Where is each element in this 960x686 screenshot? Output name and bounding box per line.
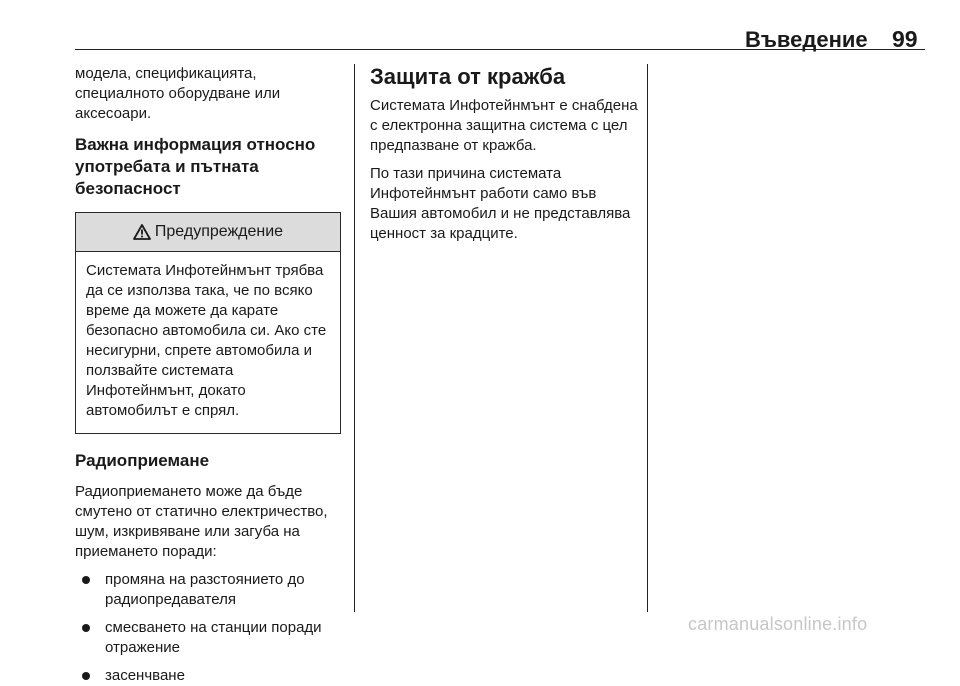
safety-subheading: Важна информация относно употребата и пътната безопасност <box>75 135 316 198</box>
page-number: 99 <box>892 26 918 52</box>
interference-causes-list <box>75 570 343 686</box>
column-divider-left <box>354 64 355 612</box>
warning-box <box>75 212 341 434</box>
column-divider-right <box>647 64 648 612</box>
page-header-title: Въведение <box>745 27 868 52</box>
theft-protection-paragraph-2: По тази причина системата Инфотейнмънт работи само във Вашия автомобил и не представлява ценност за крадците. <box>370 165 631 242</box>
list-item: промяна на разстоянието до радиопредавателя <box>75 570 343 610</box>
bullet-icon <box>82 672 90 680</box>
radio-reception-paragraph: Радиоприемането може да бъде смутено от статично електричество, шум, изкривяване или загуба на приемането поради: <box>75 483 328 560</box>
right-column <box>370 64 638 244</box>
bullet-icon <box>82 624 90 632</box>
warning-triangle-icon <box>133 224 151 240</box>
warning-text: Системата Инфотейнмънт трябва да се използва така, че по всяко време да можете да карате безопасно автомобила си. Ако сте несигурни, спрете автомобила и ползвайте системата Инфотейнмънт, докато автомобилът е спрял. <box>86 262 327 419</box>
intro-paragraph: модела, спецификацията, специалното оборудване или аксесоари. <box>75 65 281 122</box>
theft-protection-paragraph-1: Системата Инфотейнмънт е снабдена с електронна защитна система с цел предпазване от кражба. <box>370 97 638 154</box>
warning-title: Предупреждение <box>154 223 284 240</box>
header-divider <box>75 49 925 50</box>
radio-reception-heading: Радиоприемане <box>75 451 210 470</box>
warning-header <box>76 213 340 252</box>
watermark-text: carmanualsonline.info <box>688 614 868 634</box>
bullet-icon <box>82 576 90 584</box>
left-column <box>75 64 343 686</box>
warning-body <box>76 252 340 433</box>
list-item: засенчване <box>75 666 343 686</box>
list-item: смесването на станции поради отражение <box>75 618 343 658</box>
theft-protection-heading: Защита от кражба <box>370 64 566 89</box>
